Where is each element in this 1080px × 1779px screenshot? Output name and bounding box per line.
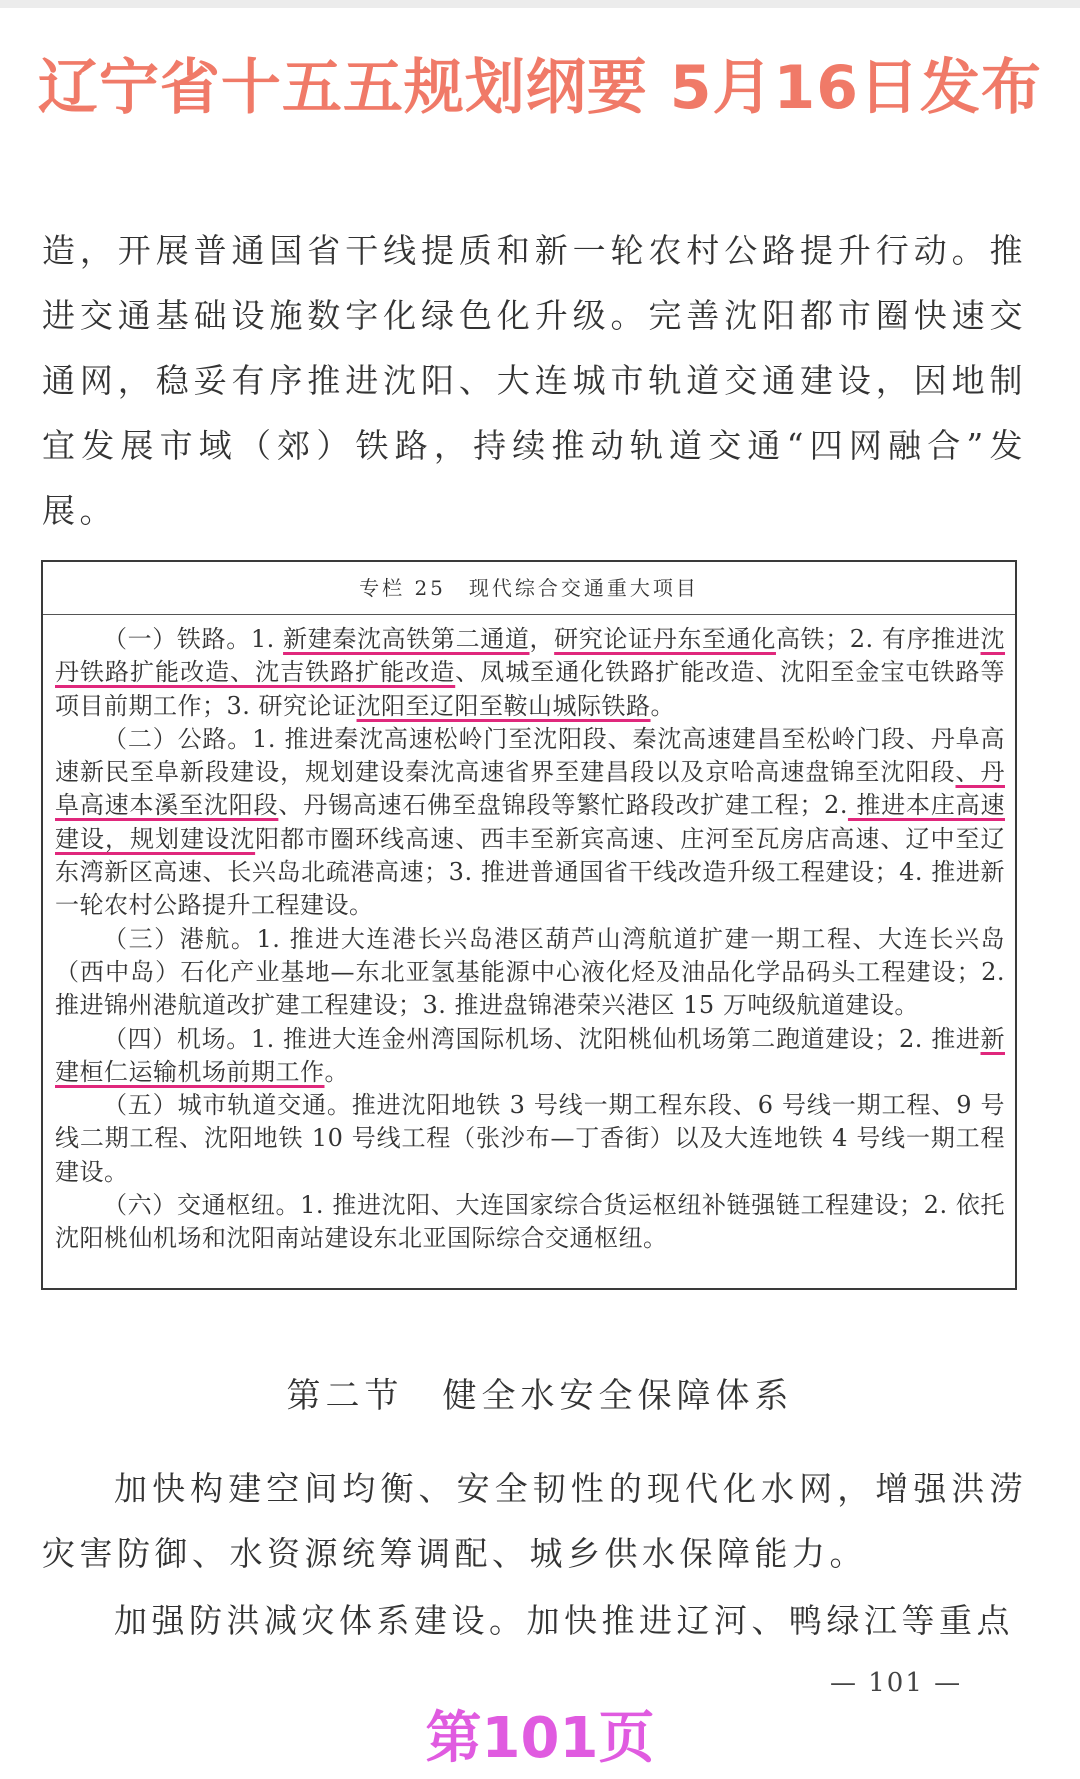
hub-item: （六）交通枢纽。1. 推进沈阳、大连国家综合货运枢纽补链强链工程建设；2. 依托沈阳桃仙机场和沈阳南站建设东北亚国际综合交通枢纽。 — [55, 1191, 1005, 1253]
rail-highlight-2: 研究论证丹东至通化 — [554, 625, 776, 653]
airport-item — [55, 1023, 1005, 1090]
rail-text: 。 — [650, 691, 676, 720]
page-number: — 101 — — [830, 1668, 963, 1698]
rail-text: ， — [529, 625, 555, 653]
road-text: 、丹锡高速石佛至盘锦段等繁忙路段改扩建工程；2. — [278, 791, 848, 820]
rail-highlight-4: 沈阳至辽阳至鞍山城际铁路 — [356, 691, 651, 720]
rail-text: 高铁；2. 有序推进 — [775, 625, 981, 653]
rail-highlight-1: 新建秦沈高铁第二通道 — [283, 625, 530, 653]
airport-text: （四）机场。1. 推进大连金州湾国际机场、沈阳桃仙机场第二跑道建设；2. 推进 — [103, 1024, 981, 1053]
project-column-box — [41, 560, 1017, 1290]
section-title: 第二节 健全水安全保障体系 — [286, 1376, 794, 1416]
rail-text: 、凤城至通化铁路扩能改造、沈阳至金宝屯铁路等项目前期工作；3. 研究论证 — [55, 658, 1006, 720]
box-body — [43, 615, 1015, 1256]
footer-page-label: 第101页 — [425, 1706, 655, 1771]
metro-item: （五）城市轨道交通。推进沈阳地铁 3 号线一期工程东段、6 号线一期工程、9 号线二期工程、沈阳地铁 10 号线工程（张沙布—丁香街）以及大连地铁 4 号线一期工程建设。 — [55, 1091, 1005, 1186]
water-paragraph-2: 加强防洪减灾体系建设。加快推进辽河、鸭绿江等重点 — [114, 1601, 1014, 1640]
road-highlight-2: 推进本庄高速建设，规划建设沈 — [55, 791, 1005, 853]
port-item: （三）港航。1. 推进大连港长兴岛港区葫芦山湾航道扩建一期工程、大连长兴岛（西中岛）石化产业基地—东北亚氢基能源中心液化烃及油品化学品码头工程建设；2. 推进锦州港航道改扩建工程建设；3. 推进盘锦港荣兴港区 15 万吨级航道建设。 — [55, 924, 1005, 1020]
road-item — [55, 723, 1005, 923]
top-strip — [0, 0, 1080, 8]
intro-paragraph: 造，开展普通国省干线提质和新一轮农村公路提升行动。推进交通基础设施数字化绿色化升级。完善沈阳都市圈快速交通网，稳妥有序推进沈阳、大连城市轨道交通建设，因地制宜发展市域（郊）铁路，持续推动轨道交通“四网融合”发展。 — [42, 231, 1027, 530]
box-title: 专栏 25 现代综合交通重大项目 — [43, 562, 1015, 615]
road-text: （二）公路。1. 推进秦沈高速松岭门至沈阳段、秦沈高速建昌至松岭门段、丹阜高速新民至阜新段建设，规划建设秦沈高速省界至建昌段以及京哈高速盘锦至沈阳段 — [55, 724, 1005, 787]
road-text: 阳都市圈环线高速、西丰至新宾高速、庄河至瓦房店高速、辽中至辽东湾新区高速、长兴岛北疏港高速；3. 推进普通国省干线改造升级工程建设；4. 推进新一轮农村公路提升工程建设。 — [55, 824, 1005, 920]
water-paragraph-1: 加快构建空间均衡、安全韧性的现代化水网，增强洪涝灾害防御、水资源统筹调配、城乡供水保障能力。 — [42, 1469, 1027, 1573]
airport-highlight: 新建桓仁运输机场前期工作 — [55, 1024, 1005, 1086]
rail-item — [55, 623, 1005, 723]
rail-text: （一）铁路。1. — [103, 625, 284, 653]
airport-text: 。 — [324, 1057, 349, 1086]
rail-highlight-3: 沈丹铁路扩能改造、沈吉铁路扩能改造 — [55, 625, 1006, 687]
road-highlight-1: 、丹阜高速本溪至沈阳段 — [55, 758, 1005, 820]
headline: 辽宁省十五五规划纲要 5月16日发布 — [37, 53, 1043, 123]
